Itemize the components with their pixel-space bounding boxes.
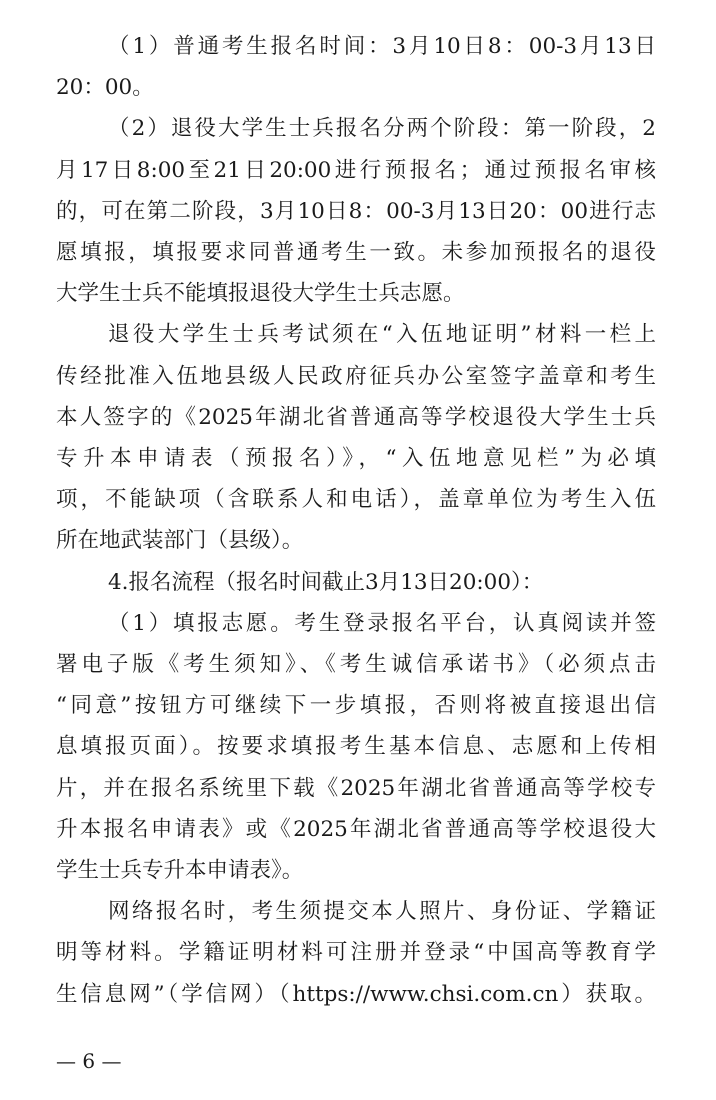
text-line: “同意”按钮方可继续下一步填报，否则将被直接退出信 [56, 693, 656, 719]
text-line: 所在地武装部门（县级）。 [56, 528, 304, 554]
text-line: 学生士兵专升本申请表》。 [56, 858, 304, 883]
text-line: 项，不能缺项（含联系人和电话），盖章单位为考生入伍 [56, 487, 656, 513]
text-line: 升本报名申请表》或《2025年湖北省普通高等学校退役大 [56, 816, 656, 842]
section-heading: 4.报名流程（报名时间截止3月13日20:00）： [108, 569, 544, 595]
text-line: 署电子版《考生须知》、《考生诚信承诺书》（必须点击 [56, 652, 656, 677]
text-line [56, 1016, 656, 1056]
text-line: （2）退役大学生士兵报名分两个阶段：第一阶段，2 [108, 116, 656, 142]
text-line: 本人签字的《2025年湖北省普通高等学校退役大学生士兵 [56, 404, 656, 430]
text-line: 20：00。 [56, 75, 154, 101]
text-line: 网络报名时，考生须提交本人照片、身份证、学籍证 [108, 899, 656, 925]
text-line: 退役大学生士兵考试须在“入伍地证明”材料一栏上 [108, 322, 656, 348]
text-line: 传经批准入伍地县级人民政府征兵办公室签字盖章和考生 [56, 363, 656, 389]
page-number: — 6 — [56, 1049, 122, 1073]
text-line: 专升本申请表（预报名）》，“入伍地意见栏”为必填 [56, 446, 656, 471]
text-line: 的，可在第二阶段，3月10日8：00-3月13日20：00进行志 [56, 198, 656, 224]
text-line: 息填报页面）。按要求填报考生基本信息、志愿和上传相 [56, 734, 656, 760]
text-line: （1）填报志愿。考生登录报名平台，认真阅读并签 [108, 610, 656, 636]
text-line: 大学生士兵不能填报退役大学生士兵志愿。 [56, 281, 465, 307]
text-line: 片，并在报名系统里下载《2025年湖北省普通高等学校专 [56, 775, 656, 801]
text-line: 生信息网”（学信网）（https://www.chsi.com.cn）获取。 [56, 981, 656, 1007]
text-line: 明等材料。学籍证明材料可注册并登录“中国高等教育学 [56, 940, 656, 966]
text-line: 愿填报，填报要求同普通考生一致。未参加预报名的退役 [56, 240, 656, 265]
text-line: 月17日8:00至21日20:00进行预报名；通过预报名审核 [56, 157, 656, 183]
text-line: （1）普通考生报名时间：3月10日8：00-3月13日 [108, 34, 656, 59]
